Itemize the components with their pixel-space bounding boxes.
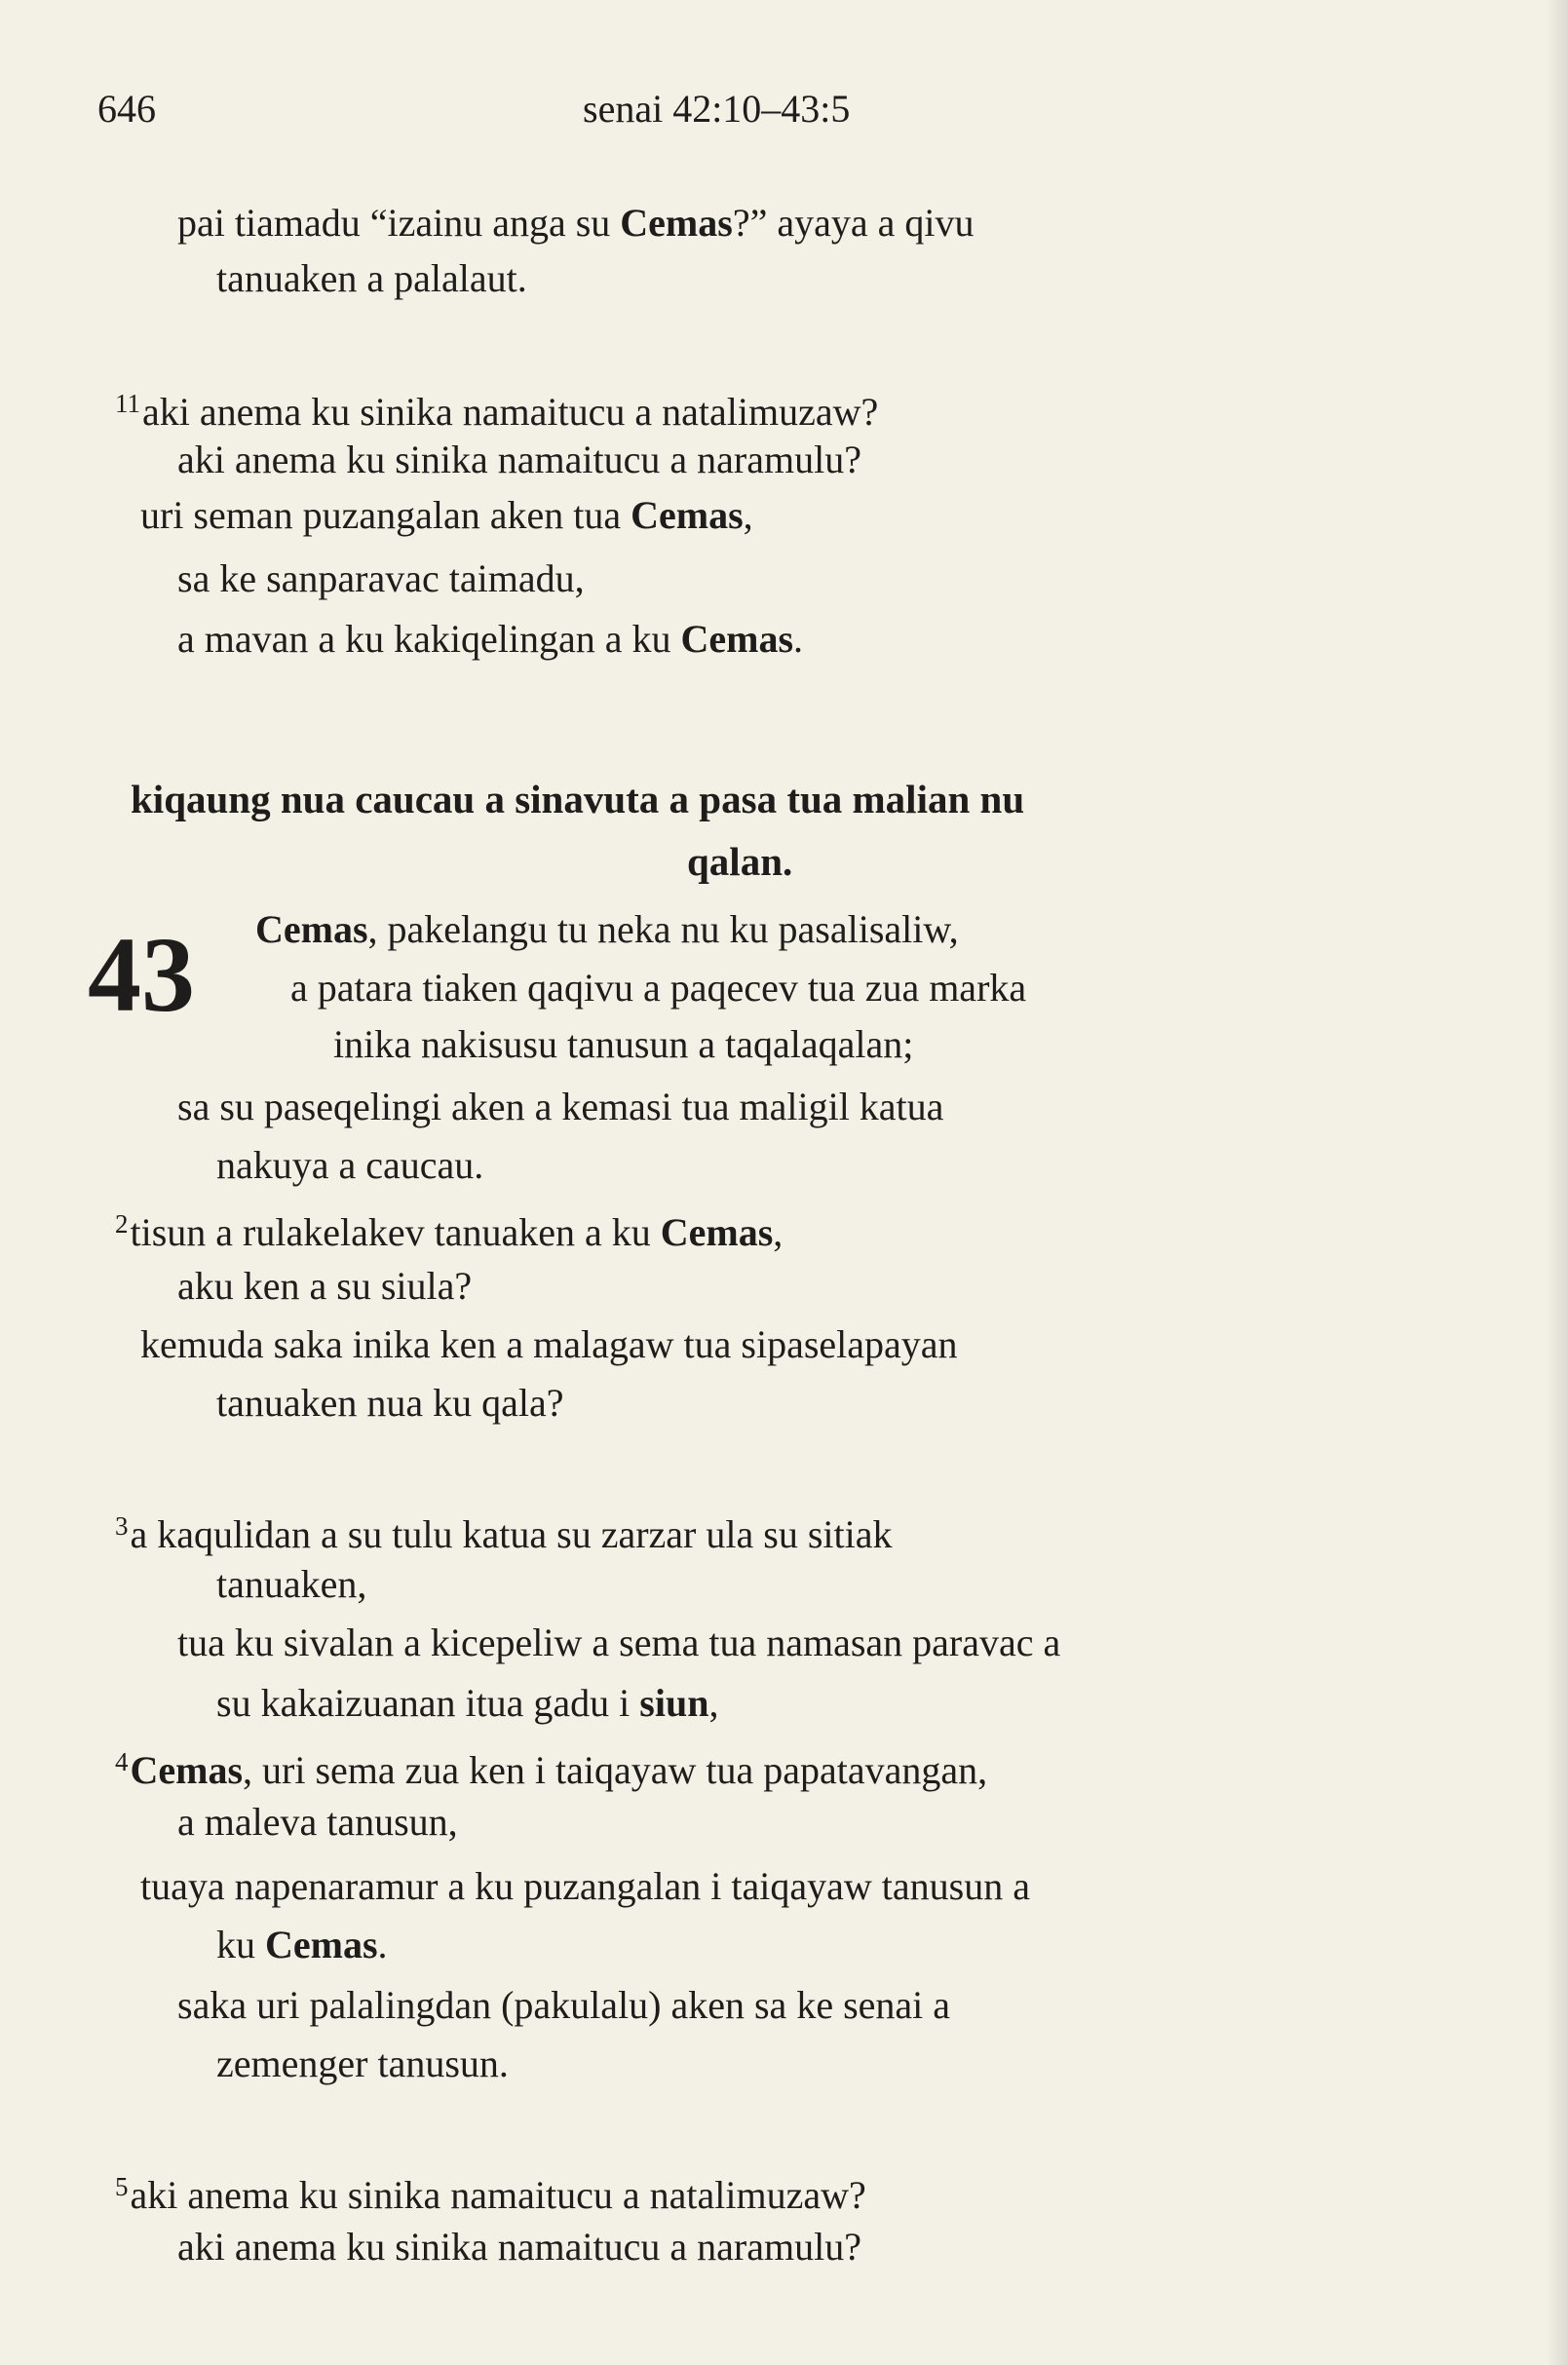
verse-line: ku Cemas.	[216, 1923, 388, 1966]
verse-line: tanuaken nua ku qala?	[216, 1381, 564, 1425]
verse-line: tua ku sivalan a kicepeliw a sema tua namasan paravac a	[177, 1621, 1061, 1664]
verse-number: 3	[115, 1511, 129, 1541]
chapter-number: 43	[88, 915, 195, 1034]
verse-line: a maleva tanusun,	[177, 1800, 458, 1844]
verse-line: kemuda saka inika ken a malagaw tua sipaselapayan	[140, 1322, 958, 1366]
verse-line: a patara tiaken qaqivu a paqecev tua zua marka	[290, 966, 1027, 1010]
verse-line: inika nakisusu tanusun a taqalaqalan;	[333, 1022, 914, 1066]
page-edge	[1547, 0, 1568, 2365]
verse-line: pai tiamadu “izainu anga su Cemas?” ayaya a qivu	[177, 201, 975, 245]
verse-line: zemenger tanusun.	[216, 2041, 509, 2085]
verse-line: sa ke sanparavac taimadu,	[177, 556, 585, 600]
page-header	[97, 86, 1442, 154]
verse-line: a mavan a ku kakiqelingan a ku Cemas.	[177, 617, 804, 661]
section-heading: kiqaung nua caucau a sinavuta a pasa tua malian nu	[131, 777, 1025, 821]
verse-line: tanuaken,	[216, 1562, 367, 1606]
chapter-reference: senai 42:10–43:5	[583, 87, 851, 131]
verse-line: uri seman puzangalan aken tua Cemas,	[140, 493, 753, 537]
verse-line: $^5$aki anema ku sinika namaitucu a natalimuzaw?	[115, 2172, 866, 2217]
verse-line: tuaya napenaramur a ku puzangalan i taiqayaw tanusun a	[140, 1864, 1030, 1908]
verse-line: $^{11}$aki anema ku sinika namaitucu a natalimuzaw?	[115, 389, 879, 434]
verse-number: 2	[115, 1209, 129, 1239]
verse-number: 4	[115, 1747, 129, 1776]
verse-line: $^3$a kaqulidan a su tulu katua su zarzar ula su sitiak	[115, 1511, 893, 1556]
section-heading: qalan.	[687, 839, 793, 884]
verse-line: aki anema ku sinika namaitucu a naramulu?	[177, 2225, 861, 2269]
verse-line: saka uri palalingdan (pakulalu) aken sa ke senai a	[177, 1983, 951, 2027]
verse-line: Cemas, pakelangu tu neka nu ku pasalisaliw,	[255, 907, 959, 951]
verse-line: $^2$tisun a rulakelakev tanuaken a ku Cemas,	[115, 1209, 784, 1254]
verse-line: aku ken a su siula?	[177, 1264, 473, 1308]
verse-line: tanuaken a palalaut.	[216, 256, 527, 300]
page-number: 646	[97, 87, 156, 131]
verse-number: 11	[115, 389, 140, 418]
verse-line: aki anema ku sinika namaitucu a naramulu?	[177, 438, 861, 481]
verse-number: 5	[115, 2172, 129, 2201]
verse-line: sa su paseqelingi aken a kemasi tua maligil katua	[177, 1085, 944, 1128]
verse-line: su kakaizuanan itua gadu i siun,	[216, 1681, 719, 1725]
verse-line: nakuya a caucau.	[216, 1143, 484, 1187]
verse-line: $^4$Cemas, uri sema zua ken i taiqayaw tua papatavangan,	[115, 1747, 988, 1792]
